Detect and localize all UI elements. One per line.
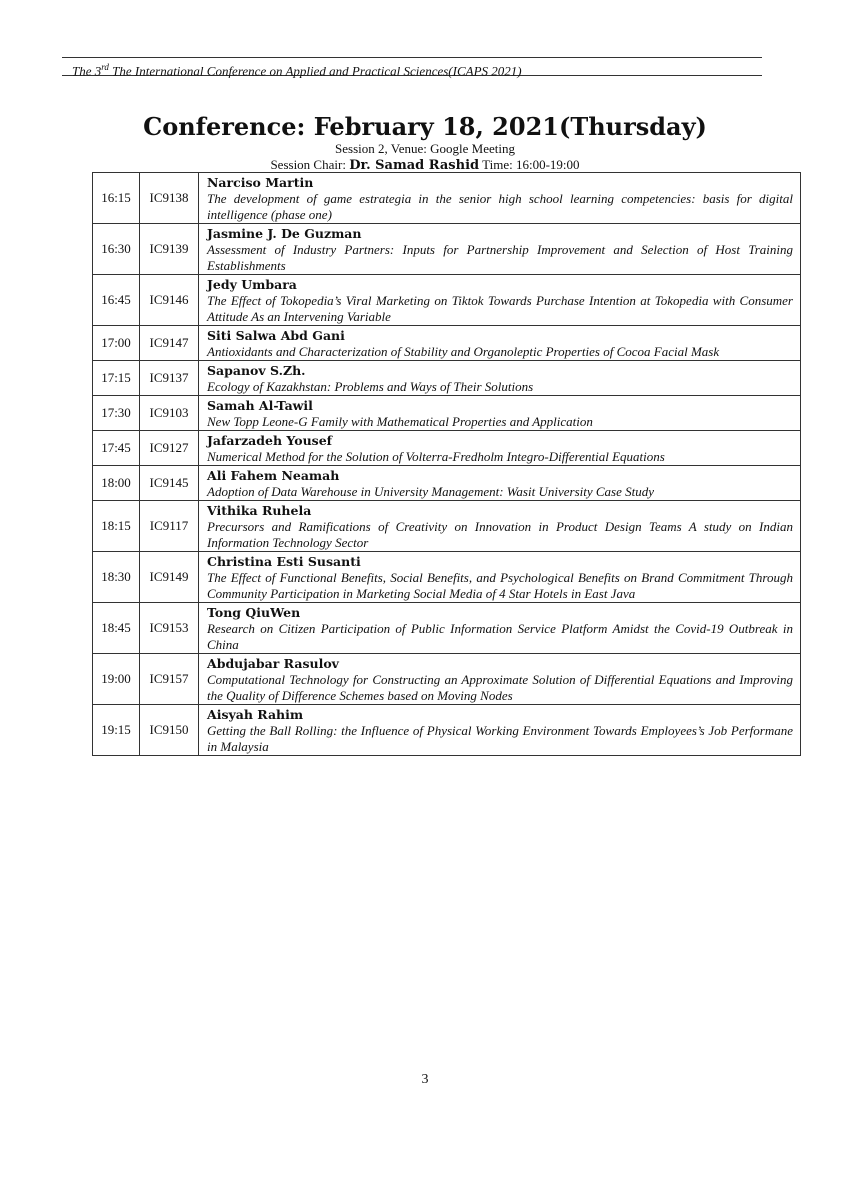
schedule-table (92, 172, 801, 756)
author-name: Tong QiuWen (207, 605, 301, 620)
author-name: Ali Fahem Neamah (207, 468, 340, 483)
schedule-row (93, 396, 801, 431)
session-time: Time: 16:00-19:00 (479, 157, 580, 172)
time-cell: 18:30 (93, 552, 140, 603)
paper-title: The development of game estrategia in the senior high school learning competencies: basis for digital intelligence (phase one) (207, 191, 793, 222)
schedule-row (93, 466, 801, 501)
time-cell: 16:30 (93, 224, 140, 275)
page-title: Conference: February 18, 2021(Thursday) (143, 112, 707, 141)
paper-title: Computational Technology for Constructing an Approximate Solution of Differential Equations and Improving the Quality of Difference Schemes based on Moving Nodes (207, 672, 793, 703)
header-prefix: The 3 (72, 63, 102, 79)
paper-info (199, 396, 801, 431)
author-name: Narciso Martin (207, 175, 314, 190)
paper-code: IC9149 (140, 552, 199, 603)
author-name: Vithika Ruhela (207, 503, 312, 518)
paper-title: Antioxidants and Characterization of Stability and Organoleptic Properties of Cocoa Facial Mask (207, 344, 720, 359)
paper-code: IC9127 (140, 431, 199, 466)
paper-info (199, 552, 801, 603)
paper-title: The Effect of Functional Benefits, Social Benefits, and Psychological Benefits on Brand Commitment Through Community Participation in Marketing Social Media of 4 Star Hotels in East Java (207, 570, 793, 601)
paper-title: Ecology of Kazakhstan: Problems and Ways of Their Solutions (207, 379, 534, 394)
time-cell: 16:15 (93, 173, 140, 224)
paper-title: New Topp Leone-G Family with Mathematical Properties and Application (207, 414, 593, 429)
header-conference-name: The International Conference on Applied and Practical Sciences(ICAPS 2021) (108, 63, 522, 79)
author-name: Jedy Umbara (207, 277, 297, 292)
paper-info (199, 501, 801, 552)
paper-title: The Effect of Tokopedia’s Viral Marketing on Tiktok Towards Purchase Intention at Tokopedia with Consumer Attitude As an Intervening Variable (207, 293, 793, 324)
schedule-row (93, 705, 801, 756)
paper-code: IC9150 (140, 705, 199, 756)
author-name: Christina Esti Susanti (207, 554, 361, 569)
paper-title: Precursors and Ramifications of Creativity on Innovation in Product Design Teams A study on Indian Information Technology Sector (207, 519, 793, 550)
header-superscript: rd (101, 62, 109, 72)
schedule-row (93, 552, 801, 603)
schedule-row (93, 654, 801, 705)
schedule-row (93, 431, 801, 466)
paper-code: IC9137 (140, 361, 199, 396)
paper-info (199, 654, 801, 705)
session-chair-line (0, 157, 850, 173)
schedule-row (93, 501, 801, 552)
time-cell: 17:45 (93, 431, 140, 466)
paper-info (199, 603, 801, 654)
session-venue: Session 2, Venue: Google Meeting (335, 141, 515, 156)
chair-name: Dr. Samad Rashid (349, 158, 480, 173)
running-header (62, 57, 762, 79)
author-name: Jafarzadeh Yousef (207, 433, 333, 448)
schedule-row (93, 173, 801, 224)
paper-code: IC9103 (140, 396, 199, 431)
schedule-row (93, 275, 801, 326)
paper-title: Assessment of Industry Partners: Inputs for Partnership Improvement and Selection of Host Training Establishments (207, 242, 793, 273)
time-cell: 16:45 (93, 275, 140, 326)
chair-label: Session Chair: (270, 157, 350, 172)
time-cell: 18:45 (93, 603, 140, 654)
paper-info (199, 326, 801, 361)
paper-code: IC9157 (140, 654, 199, 705)
author-name: Aisyah Rahim (207, 707, 304, 722)
author-name: Sapanov S.Zh. (207, 363, 306, 378)
time-cell: 19:00 (93, 654, 140, 705)
time-cell: 17:00 (93, 326, 140, 361)
paper-title: Getting the Ball Rolling: the Influence of Physical Working Environment Towards Employees’s Job Performane in Malaysia (207, 723, 793, 754)
time-cell: 19:15 (93, 705, 140, 756)
time-cell: 18:00 (93, 466, 140, 501)
paper-info (199, 705, 801, 756)
paper-title: Adoption of Data Warehouse in University Management: Wasit University Case Study (207, 484, 655, 499)
paper-code: IC9145 (140, 466, 199, 501)
paper-code: IC9153 (140, 603, 199, 654)
schedule-row (93, 603, 801, 654)
paper-info (199, 361, 801, 396)
paper-title: Numerical Method for the Solution of Volterra-Fredholm Integro-Differential Equations (207, 449, 665, 464)
paper-info (199, 466, 801, 501)
paper-info (199, 275, 801, 326)
author-name: Abdujabar Rasulov (207, 656, 339, 671)
page-number: 3 (421, 1072, 429, 1087)
author-name: Siti Salwa Abd Gani (207, 328, 345, 343)
paper-info (199, 431, 801, 466)
paper-info (199, 224, 801, 275)
author-name: Jasmine J. De Guzman (207, 226, 362, 241)
paper-info (199, 173, 801, 224)
schedule-row (93, 224, 801, 275)
paper-title: Research on Citizen Participation of Public Information Service Platform Amidst the Covid-19 Outbreak in China (207, 621, 793, 652)
paper-code: IC9139 (140, 224, 199, 275)
time-cell: 18:15 (93, 501, 140, 552)
time-cell: 17:15 (93, 361, 140, 396)
paper-code: IC9147 (140, 326, 199, 361)
author-name: Samah Al-Tawil (207, 398, 313, 413)
paper-code: IC9146 (140, 275, 199, 326)
paper-code: IC9138 (140, 173, 199, 224)
schedule-row (93, 326, 801, 361)
paper-code: IC9117 (140, 501, 199, 552)
time-cell: 17:30 (93, 396, 140, 431)
schedule-row (93, 361, 801, 396)
